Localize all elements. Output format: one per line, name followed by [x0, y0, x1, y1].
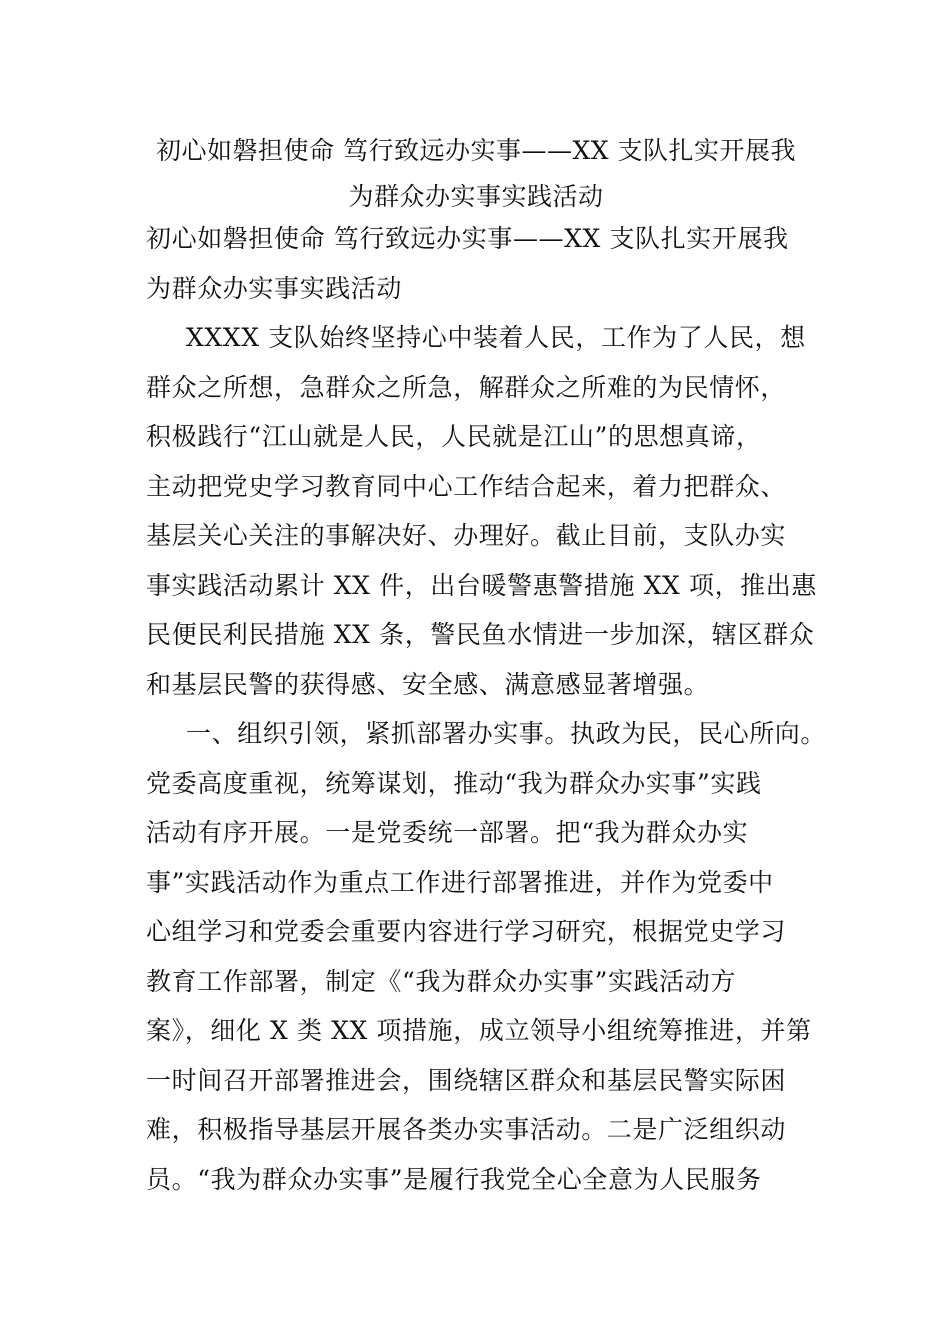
paragraph-1-line: 积极践行“江山就是人民，人民就是江山”的思想真谛， [146, 422, 762, 451]
paragraph-2-line: 案》，细化 X 类 XX 项措施，成立领导小组统筹推进，并第 [146, 1016, 812, 1045]
title-line-2: 为群众办实事实践活动 [348, 182, 604, 211]
paragraph-2-line: 活动有序开展。一是党委统一部署。把“我为群众办实 [146, 818, 749, 847]
paragraph-1-line: 基层关心关注的事解决好、办理好。截止目前，支队办实 [146, 521, 787, 550]
paragraph-2-line: 党委高度重视，统筹谋划，推动“我为群众办实事”实践 [146, 768, 762, 798]
paragraph-2-line: 难，积极指导基层开展各类办实事活动。二是广泛组织动 [146, 1115, 787, 1144]
paragraph-2-line: 一、组织引领，紧抓部署办实事。执政为民，民心所向。 [186, 719, 827, 748]
subtitle-line-1: 初心如磐担使命 笃行致远办实事——XX 支队扎实开展我 [146, 224, 789, 253]
title-line-1: 初心如磐担使命 笃行致远办实事——XX 支队扎实开展我 [156, 136, 796, 165]
paragraph-1-line: XXXX 支队始终坚持心中装着人民，工作为了人民，想 [186, 323, 806, 352]
paragraph-2-line: 员。“我为群众办实事”是履行我党全心全意为人民服务 [146, 1164, 762, 1194]
paragraph-1-line: 群众之所想，急群众之所急，解群众之所难的为民情怀， [146, 372, 787, 402]
paragraph-2-line: 教育工作部署，制定《“我为群众办实事”实践活动方 [146, 966, 736, 996]
paragraph-2-line: 事”实践活动作为重点工作进行部署推进，并作为党委中 [146, 867, 774, 897]
document-body [146, 214, 827, 1204]
paragraph-1-line: 民便民利民措施 XX 条，警民鱼水情进一步加深，辖区群众 [146, 620, 815, 649]
paragraph-2-line: 一时间召开部署推进会，围绕辖区群众和基层民警实际困 [146, 1065, 787, 1095]
document-title [146, 128, 806, 220]
paragraph-2-line: 心组学习和党委会重要内容进行学习研究，根据党史学习 [146, 917, 787, 946]
paragraph-1-line: 主动把党史学习教育同中心工作结合起来，着力把群众、 [146, 471, 787, 501]
paragraph-1-line: 和基层民警的获得感、安全感、满意感显著增强。 [146, 669, 710, 699]
subtitle-line-2: 为群众办实事实践活动 [146, 273, 403, 303]
paragraph-1-line: 事实践活动累计 XX 件，出台暖警惠警措施 XX 项，推出惠 [146, 570, 817, 600]
